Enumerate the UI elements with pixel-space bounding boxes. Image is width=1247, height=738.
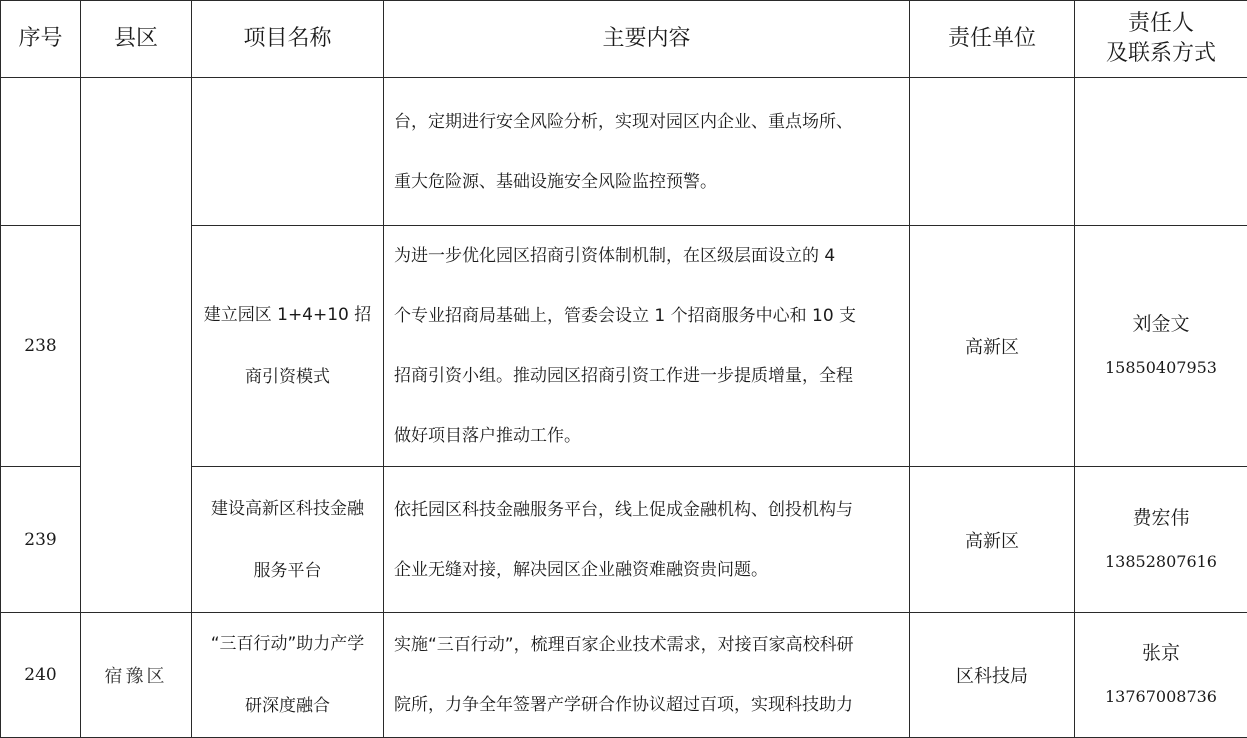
- project-cell: [192, 467, 384, 613]
- person-cell: [1075, 467, 1247, 613]
- header-content: 主要内容: [384, 1, 910, 78]
- person-name: 费宏伟: [1075, 506, 1247, 530]
- header-seq: 序号: [1, 1, 81, 78]
- seq-cell: 239: [1, 467, 81, 613]
- unit-cell: 高新区: [910, 467, 1075, 613]
- seq-cell: [1, 78, 81, 226]
- content-cell: [384, 613, 910, 738]
- unit-cell: 区科技局: [910, 613, 1075, 738]
- content-line: 重大危险源、基础设施安全风险监控预警。: [394, 152, 899, 212]
- project-cell: [192, 226, 384, 467]
- content-cell: [384, 467, 910, 613]
- content-line: 台，定期进行安全风险分析，实现对园区内企业、重点场所、: [394, 92, 899, 152]
- header-person: [1075, 1, 1247, 78]
- person-cell: [1075, 226, 1247, 467]
- project-line: 商引资模式: [198, 346, 377, 408]
- content-cell: [384, 226, 910, 467]
- project-cell: [192, 78, 384, 226]
- header-county: 县区: [81, 1, 192, 78]
- content-line: 为进一步优化园区招商引资体制机制，在区级层面设立的 4: [394, 226, 899, 286]
- content-line: 招商引资小组。推动园区招商引资工作进一步提质增量，全程: [394, 346, 899, 406]
- project-line: 研深度融合: [198, 675, 377, 737]
- person-cell: [1075, 613, 1247, 738]
- content-line: 个专业招商局基础上，管委会设立 1 个招商服务中心和 10 支: [394, 286, 899, 346]
- county-cell: 宿豫区: [81, 613, 192, 738]
- project-line: 建立园区 1+4+10 招: [198, 284, 377, 346]
- project-line: 建设高新区科技金融: [198, 478, 377, 540]
- table-row: [1, 78, 1247, 226]
- seq-cell: 238: [1, 226, 81, 467]
- header-project: 项目名称: [192, 1, 384, 78]
- content-line: 实施“三百行动”，梳理百家企业技术需求，对接百家高校科研: [394, 615, 899, 675]
- project-line: “三百行动”助力产学: [198, 613, 377, 675]
- person-phone: 15850407953: [1075, 356, 1247, 380]
- person-name: 刘金文: [1075, 312, 1247, 336]
- unit-cell: 高新区: [910, 226, 1075, 467]
- content-line: 企业无缝对接，解决园区企业融资难融资贵问题。: [394, 540, 899, 600]
- header-person-line1: 责任人: [1075, 9, 1247, 39]
- project-cell: [192, 613, 384, 738]
- content-cell: [384, 78, 910, 226]
- person-phone: 13767008736: [1075, 685, 1247, 709]
- header-person-line2: 及联系方式: [1075, 39, 1247, 69]
- person-name: 张京: [1075, 641, 1247, 665]
- header-unit: 责任单位: [910, 1, 1075, 78]
- county-cell-merged: [81, 78, 192, 613]
- table-row: [1, 613, 1247, 738]
- person-phone: 13852807616: [1075, 550, 1247, 574]
- person-cell: [1075, 78, 1247, 226]
- content-line: 做好项目落户推动工作。: [394, 406, 899, 466]
- seq-cell: 240: [1, 613, 81, 738]
- content-line: 依托园区科技金融服务平台，线上促成金融机构、创投机构与: [394, 480, 899, 540]
- content-line: 院所，力争全年签署产学研合作协议超过百项，实现科技助力: [394, 675, 899, 735]
- project-line: 服务平台: [198, 540, 377, 602]
- unit-cell: [910, 78, 1075, 226]
- table-header-row: [1, 1, 1247, 78]
